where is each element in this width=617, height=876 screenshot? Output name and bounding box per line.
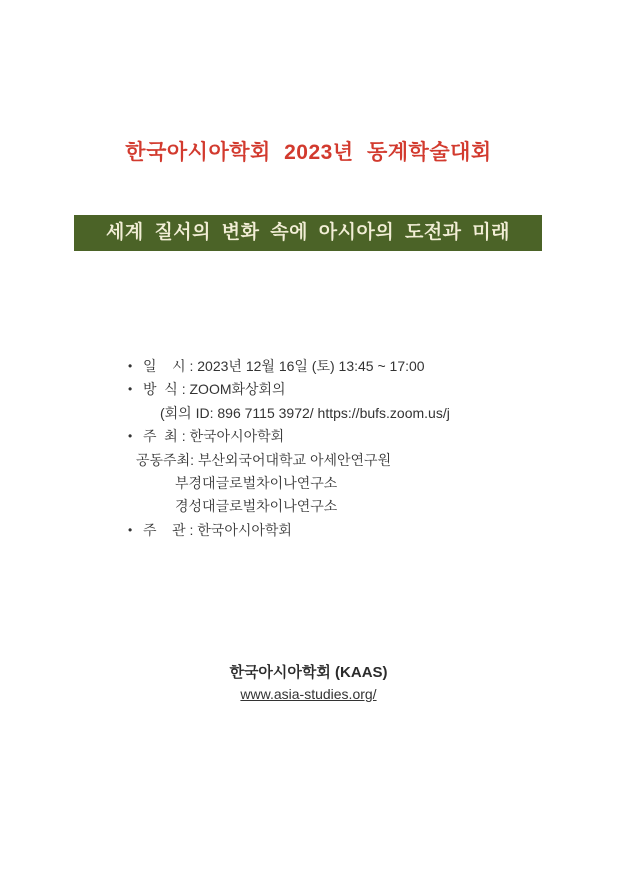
detail-line-meeting-id [128, 402, 450, 425]
event-theme-banner: 세계 질서의 변화 속에 아시아의 도전과 미래 [74, 215, 542, 251]
bullet-icon: • [128, 359, 133, 373]
detail-text-organizer: 주 관 : 한국아시아학회 [143, 521, 292, 538]
bullet-icon: • [128, 382, 133, 397]
footer-org-name: 한국아시아학회 (KAAS) [229, 664, 388, 681]
detail-line-datetime [128, 355, 450, 378]
detail-text-cohost-3: 경성대글로벌차이나연구소 [175, 498, 338, 515]
detail-text-cohost: 공동주최: 부산외국어대학교 아세안연구원 [136, 451, 392, 468]
detail-line-host [128, 425, 450, 448]
event-details-list [128, 355, 450, 542]
footer-website-link[interactable]: www.asia-studies.org/ [240, 686, 377, 702]
detail-line-cohost [128, 449, 450, 472]
detail-text-cohost-2: 부경대글로벌차이나연구소 [175, 474, 338, 491]
detail-line-cohost-3 [128, 495, 450, 518]
detail-text-format: 방 식 : ZOOM화상회의 [143, 381, 286, 398]
detail-text-meeting-id: (회의 ID: 896 7115 3972/ https://bufs.zoom.us/j [160, 404, 450, 421]
detail-line-cohost-2 [128, 472, 450, 495]
detail-line-organizer [128, 519, 450, 542]
footer [0, 661, 617, 704]
bullet-icon: • [128, 429, 133, 444]
detail-text-datetime: 일 시 : 2023년 12월 16일 (토) 13:45 ~ 17:00 [143, 358, 425, 374]
event-title: 한국아시아학회 2023년 동계학술대회 [125, 141, 492, 164]
detail-text-host: 주 최 : 한국아시아학회 [143, 428, 285, 445]
detail-line-format [128, 378, 450, 401]
bullet-icon: • [128, 522, 133, 537]
